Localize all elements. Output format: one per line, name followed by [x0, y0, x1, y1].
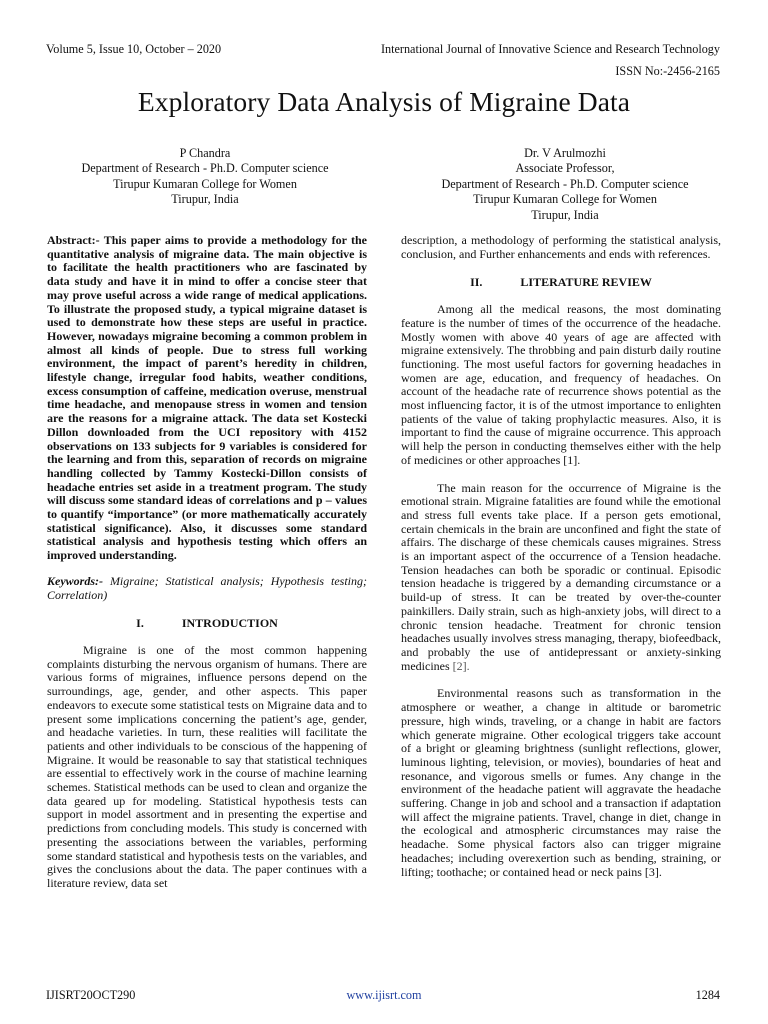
author-name: P Chandra: [179, 146, 231, 160]
author-department: Department of Research - Ph.D. Computer science: [81, 161, 329, 176]
author-department: Department of Research - Ph.D. Computer science: [441, 176, 689, 191]
section-heading-literature-review: [401, 276, 721, 290]
right-column: [401, 234, 721, 879]
author-block-2: [400, 146, 730, 223]
author-name: Dr. V Arulmozhi: [524, 146, 606, 160]
author-position: Associate Professor,: [515, 161, 615, 176]
author-college: Tirupur Kumaran College for Women: [473, 192, 657, 207]
section-number: II.: [470, 275, 483, 290]
paper-id: IJISRT20OCT290: [46, 988, 136, 1002]
keywords-text: Migraine; Statistical analysis; Hypothesis testing; Correlation): [47, 573, 367, 602]
author-block-1: [40, 146, 370, 208]
keywords: [47, 575, 367, 602]
section-heading-introduction: [47, 617, 367, 631]
section-title: INTRODUCTION: [181, 616, 278, 631]
literature-paragraph-1: Among all the medical reasons, the most dominating feature is the number of times of the occurrence of the headache. Mostly women with above 40 years of age are affected with migraine extensively. The throbbing and pain disturb daily routine functioning. The most useful factors for governing headaches in women are age, education, and frequency of headaches. On account of the headache rate of recurrence shows potential as the most influencing factor, it is of the utmost importance to enlighten patients of the value of taking prophylactic measures. Also, it is important to find the cause of migraine occurrence. This approach will help the person in conducting themselves either with the help of medicines or other approaches [1].: [401, 302, 721, 467]
issn-number: ISSN No:-2456-2165: [615, 64, 720, 78]
author-location: Tirupur, India: [171, 192, 239, 207]
literature-paragraph-3: Environmental reasons such as transformation in the atmosphere or weather, a change in altitude or barometric pressure, high winds, traveling, or a change in habit are factors which generate migraine. Other ecological triggers take account of a bright or gleaming brightness (sunlight reflections, glower, luminous lighting, television, or movies), boundaries of heat and resonance, and vigorous smells or fumes. Any change in the environment of the headache patient will aggravate the headache suffering. Change in job and school and a transaction if adaptation will affect the migraine patients. Travel, change in diet, change in the ecological and atmospheric circumstances may raise the headache. Some physical factors also can trigger migraine headaches; including overexertion such as bending, straining, or lifting; toothache; or contained head or neck pains [3].: [401, 686, 721, 879]
citation-link[interactable]: [2].: [452, 658, 470, 673]
left-column: [47, 234, 367, 891]
author-location: Tirupur, India: [531, 207, 599, 222]
journal-website-link[interactable]: www.ijisrt.com: [346, 988, 422, 1002]
paragraph-text: The main reason for the occurrence of Migraine is the emotional strain. Migraine fatalities are found while the emotional and stress full events take place. If a person gets emotional, certain chemicals in the brain are unconfined and fight the state of affairs. The discharge of these chemicals causes migraines. Stress is an important aspect of the occurrence of a Tension headache. Tension headaches can both be sporadic or continual. Episodic tension headache is triggered by a demanding circumstance or a build-up of stress. It can be treated by over-the-counter painkillers. Daily strain, such as high-anxiety jobs, will direct to a chronic tension headache. Treatment for chronic tension headaches usually involves stress managing, therapy, biofeedback, and probably the use of antidepressant or anxiety-sinking medicines: [401, 480, 721, 673]
keywords-label: Keywords:-: [47, 573, 103, 588]
section-title: LITERATURE REVIEW: [520, 275, 652, 290]
abstract: Abstract:- This paper aims to provide a methodology for the quantitative analysis of migraine data. The main objective is to facilitate the health practitioners who are fascinated by data study and have it in mind to offer a concise steer that may prove useful across a wide range of medical applications. To illustrate the proposed study, a typical migraine dataset is used to demonstrate how these steps are useful in practice. However, nowadays migraine becoming a common problem in almost all kinds of people. Due to stress full working environment, the impact of parent’s heredity in children, lifestyle change, irregular food habits, weather conditions, excess consumption of caffeine, medication overuse, menstrual time headache, and menopause stress in women and tension are the reasons for a migraine attack. The data set Kostecki Dillon downloaded from the UCI repository with 4152 observations on 133 subjects for 9 variables is considered for the learning and from this, separation of records on migraine handling collected by Tammy Kostecki-Dillon consists of headache entries set aside in a treatment program. The study will discuss some standard ideas of correlations and p – values to quantify “importance” (or more mathematically accurately statistical significance). Also, it discusses some standard statistical analysis and hypothesis testing which offers an improved understanding.: [47, 233, 367, 563]
intro-continuation: description, a methodology of performing the statistical analysis, conclusion, and Further enhancements and ends with references.: [401, 233, 721, 261]
page-number: 1284: [695, 988, 720, 1002]
author-college: Tirupur Kumaran College for Women: [113, 176, 297, 191]
paper-title: Exploratory Data Analysis of Migraine Data: [137, 86, 631, 117]
literature-paragraph-2: [401, 482, 721, 674]
intro-paragraph: Migraine is one of the most common happening complaints disturbing the nervous organism of humans. There are various forms of migraines, influence persons depend on the surroundings, age, gender, and other aspects. This paper endeavors to execute some statistical tests on Migraine data and to present some implications concerning the patient’s age, gender, and headache varieties. In turn, these realities will facilitate the patients and other individuals to be conscious of the happening of Migraine. It would be reasonable to say that statistical techniques are essential to effectively work in the course of machine learning schemes. Statistical methods can be used to clean and organize the data geared up for modeling. Statistical hypothesis tests can support in model assortment and in presenting the expertise and predictions from concluding models. This study is concerned with presenting the associations between the variables, performing some standard statistical and hypothesis tests on the variables, and gives the conclusions about the data. The paper continues with a literature review, data set: [47, 642, 367, 890]
journal-volume: Volume 5, Issue 10, October – 2020: [46, 42, 222, 56]
journal-name: International Journal of Innovative Science and Research Technology: [380, 42, 720, 56]
section-number: I.: [136, 616, 144, 631]
